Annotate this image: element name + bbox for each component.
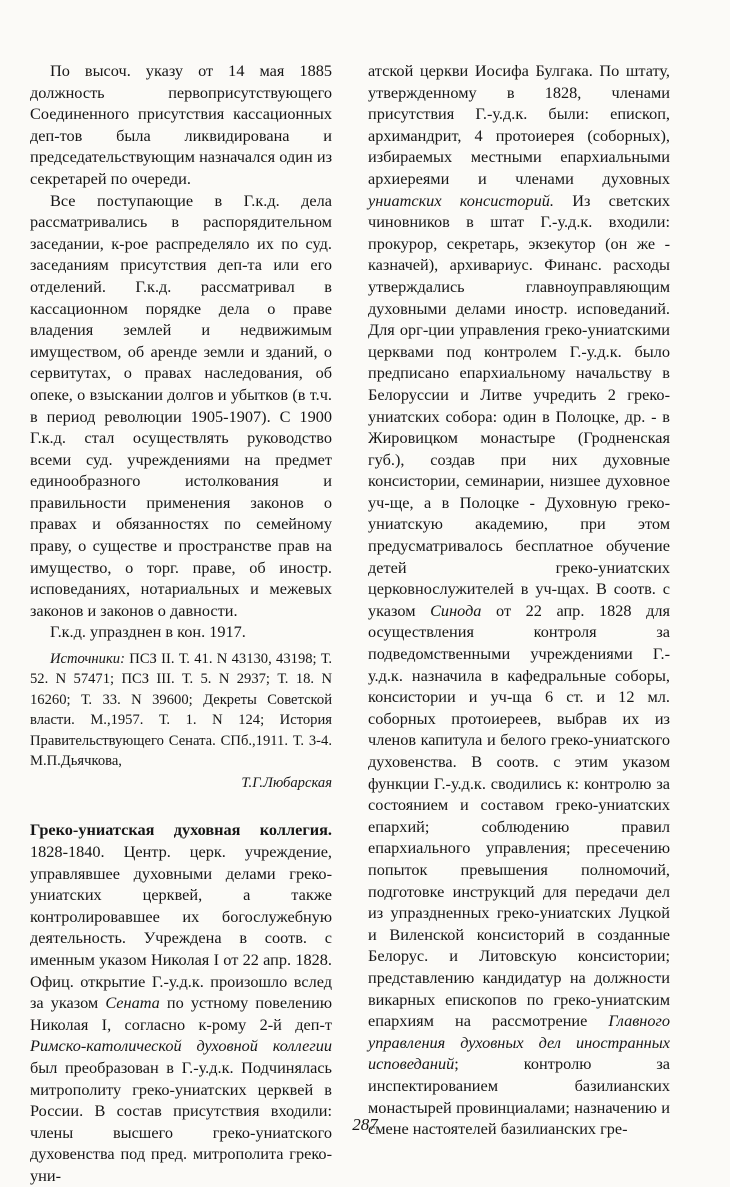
sources-paragraph [30,649,332,771]
text-run: ; контролю за инспектированием базилианских монастырей провинциалами; назначению и смене настоятелей базилианских гре- [368,1054,670,1139]
paragraph: По высоч. указу от 14 мая 1885 должность первоприсутствующего Соединенного присутствия кассационных деп-тов была ликвидирована и председательствующим назначался один из секретарей по очереди. [30,61,332,188]
cross-reference: Главного управления духовных дел иностранных исповеданий [368,1011,670,1074]
text-run: от 22 апр. 1828 для осуществления контроля за подведомственными учреждениями Г.-у.д.к. назначила в кафедральные соборы, консистории и уч-ща 6 ст. и 12 мл. соборных протоиереев, выбрав их из членов капитула и белого греко-униатского духовенства. В соотв. с этим указом функции Г.-у.д.к. сводились к: контролю за состоянием и составом греко-униатских епархий; соблюдению правил епархиального управления; пресечению попыток превышения полномочий, подготовке инструкций для передачи дел из упраздненных греко-униатских Луцкой и Виленской консисторий в созданные Белорус. и Литовскую консистории; представлению кандидатур на должности викарных епископов по греко-униатским епархиям на рассмотрение [368,600,670,1031]
text-run: 1828-1840. Центр. церк. учреждение, управлявшее духовными делами греко-униатских церквей, а также контролировавшее их богослужебную деятельность. Учреждена в соотв. с именным указом Николая I от 22 апр. 1828. Офиц. открытие Г.-у.д.к. произошло вслед за указом [30,842,332,1013]
paragraph: Все поступающие в Г.к.д. дела рассматривались в распорядительном заседании, к-рое распределяло их по суд. заседаниям присутствия деп-та или его отделений. Г.к.д. рассматривал в кассационном порядке дела о праве владения землей и недвижимым имуществом, об аренде земли и зданий, о сервитутах, о правах наследования, об опеке, о взыскании долгов и убытков (в т.ч. в период революции 1905-1907). С 1900 Г.к.д. стал осуществлять руководство всеми суд. учреждениями на предмет единообразного истолкования и правильности применения законов о правах и обязанностях по семейному праву, о существе и пространстве прав на имущество, о торг. праве, об иностр. исповеданиях, нотариальных и межевых законов и законов о давности. [30,190,332,620]
cross-reference: Сената [105,993,160,1013]
text-run: атской церкви Иосифа Булгака. По штату, утвержденному в 1828, членами присутствия Г.-у.д.к. были: епископ, архимандрит, 4 протоиерея (соборных), избираемых местными епархиальными архиереями и членами духовных [368,61,670,188]
sources-label: Источники: [50,651,125,668]
page-number: 287 [352,1115,378,1134]
text-run: по устному повелению Николая I, согласно к-рому 2-й деп-т [30,993,332,1034]
right-column [368,60,670,1140]
cross-reference: Римско-католической духовной коллегии [30,1036,332,1056]
text-run: был преобразован в Г.-у.д.к. Подчинялась митрополиту греко-униатских церквей в России. В состав присутствия входили: члены высшего греко-униатского духовенства под пред. митрополита греко-уни- [30,1058,332,1185]
entry-title: Греко-униатская духовная коллегия. [30,820,332,840]
author-signature: Т.Г.Любарская [241,775,332,792]
cross-reference: Синода [430,600,482,620]
text-run: Из светских чиновников в штат Г.-у.д.к. входили: прокурор, секретарь, экзекутор (он же - казначей), архивариус. Финанс. расходы утверждались главноуправляющим духовными делами иностр. исповеданий. Для орг-ции управления греко-униатскими церквами под контролем Г.-у.д.к. было предписано епархиальному начальству в Белоруссии и Литве учредить 2 греко-униатских собора: один в Полоцке, др. - в Жировицком монастыре (Гродненская губ.), создав при них духовные консистории, семинарии, низшее духовное уч-ще, а в Полоцке - Духовную греко-униатскую академию, при этом предусматривалось бесплатное обучение детей греко-униатских церковнослужителей в уч-щах. В соотв. с указом [368,190,670,620]
paragraph: Г.к.д. упразднен в кон. 1917. [50,622,246,642]
sources-text: ПСЗ II. Т. 41. N 43130, 43198; Т. 52. N 57471; ПСЗ III. Т. 5. N 2937; Т. 18. N 16260; Т. 33. N 39600; Декреты Советской власти. М.,1957. Т. 1. N 124; История Правительствующего Сената. СПб.,1911. Т. 3-4. М.П.Дьячкова, [30,651,332,770]
cross-reference: униатских консисторий. [368,190,554,210]
continued-paragraph [368,60,670,1140]
left-column [30,60,332,1187]
